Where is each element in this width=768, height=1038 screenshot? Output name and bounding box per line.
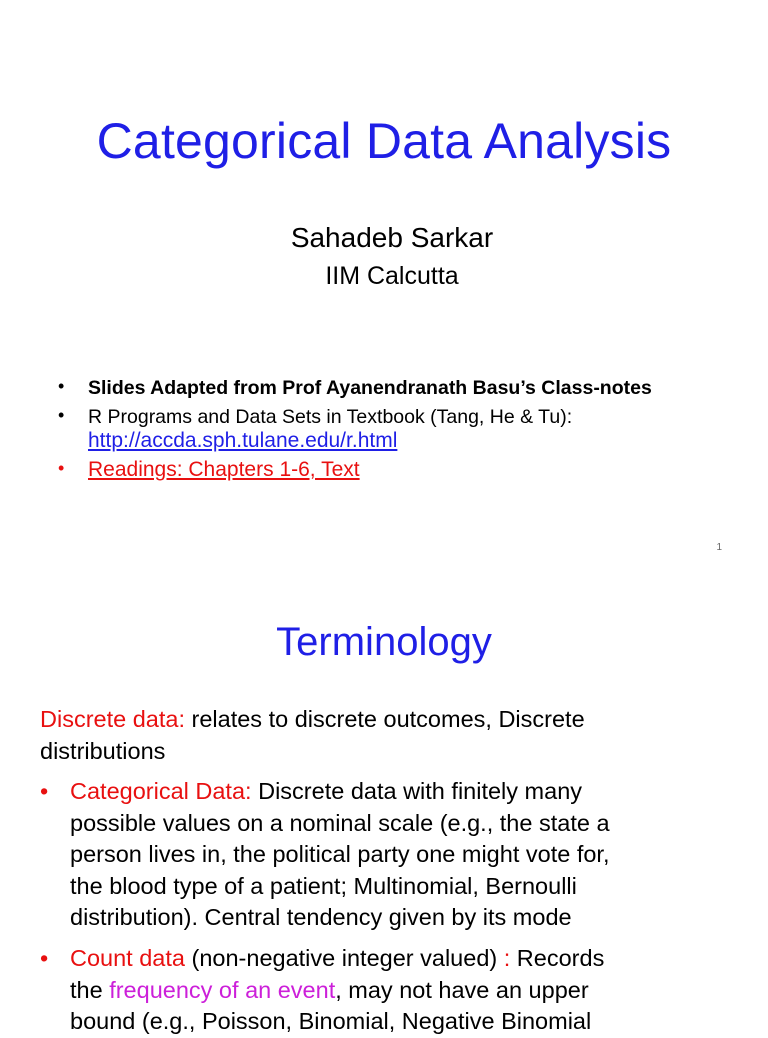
term-label: Discrete data: [40, 706, 185, 732]
bullet-dot: • [58, 405, 65, 425]
bullet-dot: • [58, 376, 65, 396]
definition-text: distribution). Central tendency given by its mode [70, 904, 572, 930]
definition-text: Records [510, 945, 605, 971]
definition-text: the blood type of a patient; Multinomial, Bernoulli [70, 872, 577, 899]
slide-title: Terminology [276, 620, 492, 664]
page-number: 1 [716, 542, 722, 553]
colon: : [503, 945, 511, 971]
definition-text: person lives in, the political party one might vote for, [70, 841, 610, 867]
bullet-text: R Programs and Data Sets in Textbook (Tang, He & Tu): [88, 406, 573, 428]
readings-text: Readings: Chapters 1-6, Text [88, 458, 360, 481]
term-label: Categorical Data: [70, 778, 252, 804]
definition-text: (non-negative integer valued) [184, 945, 504, 971]
discrete-data-paragraph [40, 704, 740, 767]
definition-text: relates to discrete outcomes, Discrete [184, 706, 585, 732]
bullet-dot: • [58, 458, 65, 478]
term-label: Count data [70, 945, 185, 971]
definition-text: possible values on a nominal scale (e.g., the state a [70, 809, 610, 836]
definition-text: the [70, 976, 110, 1003]
bullet-dot: • [40, 945, 49, 971]
bullet-dot: • [40, 778, 49, 804]
definition-text: , may not have an upper [335, 976, 589, 1003]
institution: IIM Calcutta [325, 262, 459, 290]
author-name: Sahadeb Sarkar [290, 222, 494, 253]
highlight-text: frequency of an event [109, 976, 336, 1003]
slide-2 [0, 576, 768, 1034]
definition-text: Discrete data with finitely many [251, 778, 583, 804]
definition-text: distributions [40, 737, 166, 764]
bullet-text: Slides Adapted from Prof Ayanendranath Basu’s Class-notes [88, 377, 652, 399]
r-programs-link[interactable]: http://accda.sph.tulane.edu/r.html [88, 429, 398, 452]
slide-title: Categorical Data Analysis [96, 113, 672, 169]
definition-text: bound (e.g., Poisson, Binomial, Negative Binomial [70, 1008, 592, 1034]
